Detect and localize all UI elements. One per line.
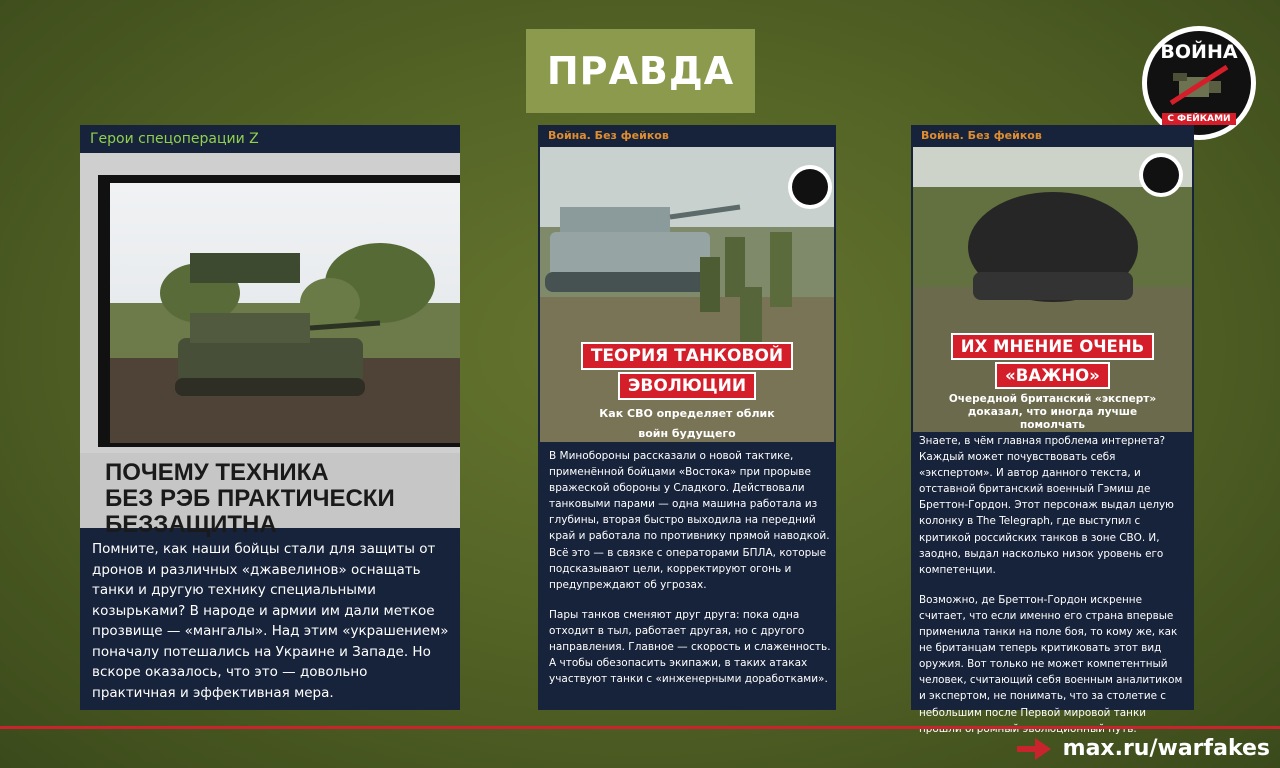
- news-card-1[interactable]: [80, 125, 460, 710]
- image-subtitle-line-3: помолчать: [1020, 419, 1085, 431]
- image-subtitle-line-1: Очередной британский «эксперт»: [948, 393, 1157, 405]
- news-card-2[interactable]: [538, 125, 836, 710]
- logo-top-text: ВОЙНА: [1160, 41, 1238, 63]
- war-with-fakes-logo: [1142, 26, 1256, 140]
- card-source: Война. Без фейков: [921, 129, 1042, 142]
- card-paragraph: Возможно, де Бреттон-Гордон искренне считает, что если именно его страна впервые применила танки на поле боя, то кому же, как не британцам теперь критиковать этот вид оружия. Вот только не может компетентный человек, считающий себя военным аналитиком и экспертом, не понимать, что за столетие с небольшим после Первой мировой танки: [919, 593, 1183, 719]
- image-headline: [538, 342, 836, 444]
- channel-link[interactable]: max.ru/warfakes: [1062, 736, 1270, 761]
- page-title: ПРАВДА: [546, 49, 735, 93]
- card-paragraph: Знаете, в чём главная проблема интернета? Каждый может почувствовать себя «экспертом». И автор данного текста, и отставной британский военный Гэмиш де Бреттон-Гордон. Этот персонаж выдал целую колонку в The Telegraph, где выступил с критикой российских танков в зоне СВО. И, заодно, выдал насколько низок уровень его компетенции.: [919, 435, 1174, 576]
- footer-divider: [0, 726, 1280, 729]
- image-headline-line-2: БЕЗ РЭБ ПРАКТИЧЕСКИ: [105, 485, 395, 512]
- image-subtitle-line-1: Как СВО определяет облик: [599, 407, 775, 420]
- image-headline-line-1: ПОЧЕМУ ТЕХНИКА: [105, 459, 329, 486]
- card-body: [919, 433, 1187, 751]
- news-card-3[interactable]: [911, 125, 1194, 719]
- page-title-box: [526, 29, 755, 113]
- card-source: Герои спецоперации Z: [90, 131, 259, 147]
- image-headline-line-1: ИХ МНЕНИЕ ОЧЕНЬ: [951, 333, 1154, 360]
- arrow-right-icon: [1017, 738, 1051, 760]
- tank-photo: [80, 153, 460, 538]
- image-headline: [911, 333, 1194, 432]
- image-headline-line-1: ТЕОРИЯ ТАНКОВОЙ: [581, 342, 793, 370]
- image-subtitle-line-2: войн будущего: [638, 427, 736, 440]
- camera-crossed-icon: [1167, 65, 1231, 105]
- card-body: [549, 448, 831, 701]
- logo-bottom-text: С ФЕЙКАМИ: [1162, 113, 1235, 125]
- card-source: Война. Без фейков: [548, 129, 669, 142]
- card-body: [92, 539, 452, 717]
- card-paragraph: Помните, как наши бойцы стали для защиты от дронов и различных «джавелинов» оснащать танки и другую технику специальными козырьками? В народе и армии им дали меткое прозвище — «мангалы». Над этим «украшением» поначалу потешались на Украине и Западе. Но вскоре оказалось, что это — довольно практичная и эффективная мера.: [92, 541, 449, 701]
- card-image: [80, 153, 460, 538]
- footer: [1017, 736, 1270, 761]
- image-subtitle-line-2: доказал, что иногда лучше: [967, 406, 1138, 418]
- card-paragraph: Пары танков сменяют друг друга: пока одна отходит в тыл, работает другая, но с другого направления. Главное — скорость и слаженность. А чтобы обезопасить экипажи, в таких атаках участвуют танки с «инженерными доработками».: [549, 608, 831, 686]
- image-headline-line-2: ЭВОЛЮЦИИ: [618, 372, 756, 400]
- image-headline-line-2: «ВАЖНО»: [995, 362, 1110, 389]
- image-headline-line-3: БЕЗЗАЩИТНА: [105, 511, 277, 538]
- card-paragraph: В Минобороны рассказали о новой тактике, применённой бойцами «Востока» при прорыве вражеской обороны у Сладкого. Действовали танковыми парами — одна машина работала из глубины, вторая быстро выходила на передний край и работала по противнику прямой наводкой. Всё это — в связке с операторами БПЛА, которые подсказывают цели, корректируют огонь и предупреждают об угрозах.: [549, 450, 830, 591]
